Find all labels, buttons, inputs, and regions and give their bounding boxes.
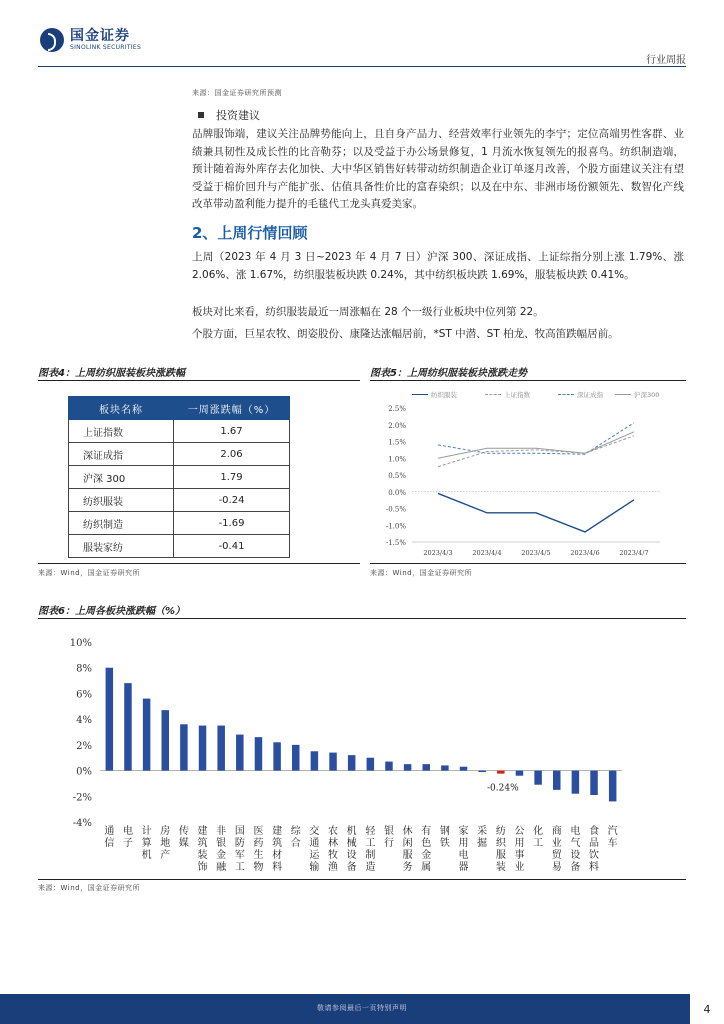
bar [423, 764, 431, 770]
category-label: 务 [402, 862, 413, 873]
category-label: 工 [234, 862, 245, 873]
row-name: 沪深 300 [69, 466, 174, 489]
x-tick-label: 2023/4/5 [521, 549, 551, 557]
bar [143, 699, 151, 771]
page-number: 4 [690, 994, 724, 1024]
fig4-table [68, 396, 290, 558]
category-label: 制 [365, 850, 376, 861]
data-label: -0.24% [487, 783, 519, 794]
row-value: -0.41 [174, 535, 290, 558]
category-label: 国 [234, 826, 245, 837]
category-label: 综 [290, 826, 301, 837]
bar [217, 726, 225, 771]
row-value: 2.06 [174, 443, 290, 466]
row-value: 1.79 [174, 466, 290, 489]
y-tick-label: 0.0% [388, 488, 406, 497]
bar [460, 767, 468, 771]
bar [124, 683, 132, 770]
category-label: 易 [551, 862, 562, 873]
row-name: 服装家纺 [69, 535, 174, 558]
fig4-source: 来源：Wind，国金证券研究所 [38, 569, 141, 577]
table-row [69, 466, 290, 489]
table-row [69, 489, 290, 512]
market-paragraph-3: 个股方面，巨星农牧、朗姿股份、康隆达涨幅居前，*ST 中潜、ST 柏龙、牧高笛跌幅居前。 [192, 328, 619, 340]
market-paragraph-1: 上周（2023 年 4 月 3 日~2023 年 4 月 7 日）沪深 300、深证成指、上证综指分别上涨 1.79%、涨 2.06%、涨 1.67%，纺织服装板块跌 0.24%，其中纺织板块跌 1.69%，服装板块跌 0.41%。 [192, 251, 684, 281]
category-label: 轻 [365, 826, 376, 837]
category-label: 林 [328, 838, 339, 849]
footer-disclaimer[interactable]: 敬请参阅最后一页特别声明 [317, 1004, 407, 1012]
bar [255, 737, 263, 770]
category-label: 备 [570, 862, 581, 873]
y-tick-label: 10% [69, 638, 92, 649]
category-label: 设 [570, 850, 581, 861]
invest-paragraph: 品牌服饰端，建议关注品牌势能向上，且自身产品力、经营效率行业领先的李宁；定位高端男性客群、业绩兼具韧性及成长性的比音勒芬；以及受益于办公场景修复，1 月流水恢复领先的报喜鸟。纺织制造端，预计随着海外库存去化加快、大中华区销售好转带动纺织制造企业订单逐月改善，个股方面建议关注有望受益于棉价回升与产能扩张、估值具备性价比的富春染织；以及在中东、非洲市场份额领先、数智化产线改革带动盈利能力提升的毛毯代工龙头真爱美家。 [192, 128, 684, 210]
category-label: 气 [570, 838, 581, 849]
category-label: 农 [328, 826, 339, 837]
category-label: 器 [458, 862, 469, 873]
category-label: 铁 [439, 838, 450, 849]
category-label: 设 [346, 850, 357, 861]
category-label: 机 [346, 826, 357, 837]
category-label: 用 [514, 838, 525, 849]
bar [106, 668, 114, 771]
report-type: 行业周报 [646, 55, 686, 66]
category-label: 通 [104, 826, 115, 837]
bar [497, 771, 505, 774]
row-value: 1.67 [174, 420, 290, 443]
legend-swatch [615, 394, 631, 395]
category-label: 工 [533, 838, 544, 849]
table-header-row [69, 397, 290, 420]
bar [367, 758, 375, 771]
category-label: 有 [421, 826, 432, 837]
header-divider [38, 66, 686, 67]
category-label: 掘 [477, 838, 488, 849]
fig6-source: 来源：Wind，国金证券研究所 [38, 884, 141, 892]
category-label: 交 [309, 826, 320, 837]
fig5-source: 来源：Wind，国金证券研究所 [370, 569, 473, 577]
bar [572, 771, 580, 794]
category-label: 筑 [272, 838, 283, 849]
category-label: 子 [122, 838, 133, 849]
x-tick-label: 2023/4/4 [472, 549, 502, 557]
row-value: -1.69 [174, 512, 290, 535]
category-label: 金 [216, 850, 227, 861]
category-label: 工 [365, 838, 376, 849]
category-label: 非 [216, 826, 227, 837]
bar [590, 771, 598, 795]
category-label: 料 [272, 862, 283, 873]
table-row [69, 512, 290, 535]
bar [385, 762, 393, 771]
y-tick-label: -2% [72, 792, 92, 804]
table-row [69, 420, 290, 443]
category-label: 料 [589, 862, 600, 873]
row-name: 上证指数 [69, 420, 174, 443]
category-label: 算 [141, 838, 152, 849]
category-label: 业 [551, 838, 562, 849]
category-label: 计 [141, 826, 152, 837]
category-label: 备 [346, 862, 357, 873]
bar [292, 745, 300, 771]
bullet-square-icon [198, 112, 204, 118]
category-label: 装 [495, 862, 506, 873]
series-line [438, 493, 634, 532]
legend-label: 纺织服装 [431, 391, 457, 399]
bar [441, 765, 449, 770]
category-label: 电 [458, 850, 469, 861]
category-label: 医 [253, 826, 264, 837]
category-label: 车 [607, 838, 618, 849]
bar [609, 771, 617, 802]
category-label: 通 [309, 838, 320, 849]
bar [516, 771, 524, 776]
y-tick-label: 0.5% [388, 472, 406, 480]
row-name: 纺织服装 [69, 489, 174, 512]
legend-label: 上证指数 [504, 391, 530, 399]
category-label: 饰 [197, 862, 208, 873]
y-tick-label: 2% [76, 740, 92, 752]
bar [180, 724, 188, 770]
fig5-legend [412, 390, 659, 399]
x-tick-label: 2023/4/6 [570, 549, 600, 557]
row-name: 纺织制造 [69, 512, 174, 535]
legend-swatch [558, 394, 574, 395]
y-tick-label: 1.5% [388, 438, 406, 447]
market-paragraph-2: 板块对比来看，纺织服装最近一周涨幅在 28 个一级行业板块中位列第 22。 [192, 306, 544, 318]
category-label: 家 [458, 826, 469, 837]
category-label: 休 [402, 826, 413, 837]
category-label: 装 [197, 850, 208, 861]
category-label: 电 [122, 826, 133, 837]
category-label: 业 [514, 862, 525, 873]
category-label: 材 [272, 850, 283, 861]
category-label: 地 [160, 838, 171, 849]
table-header-change: 一周涨跌幅（%） [174, 397, 290, 420]
y-tick-label: -1.5% [385, 539, 406, 547]
category-label: 钢 [439, 826, 450, 837]
category-label: 品 [589, 838, 600, 849]
logo-cn-text: 国金证券 [70, 28, 130, 44]
category-label: 信 [104, 838, 115, 849]
bar [273, 742, 281, 770]
legend-label: 深证成指 [577, 391, 603, 399]
category-label: 食 [589, 826, 600, 837]
fig5-bottom-rule [370, 563, 686, 564]
category-label: 贸 [551, 850, 562, 861]
category-label: 织 [495, 838, 506, 849]
category-label: 产 [160, 850, 171, 861]
fig4-bottom-rule [38, 563, 360, 564]
category-label: 传 [178, 826, 189, 837]
legend-swatch [412, 394, 428, 395]
category-label: 汽 [607, 826, 618, 837]
category-label: 采 [477, 826, 488, 837]
y-tick-label: -0.5% [385, 505, 406, 514]
category-label: 服 [402, 850, 413, 861]
fig6-rule [38, 618, 686, 619]
y-tick-label: 6% [76, 689, 92, 701]
category-label: 属 [421, 862, 432, 873]
fig5-rule [370, 380, 686, 381]
y-tick-label: 4% [76, 715, 92, 727]
category-label: 房 [160, 826, 171, 837]
category-label: 饮 [589, 850, 600, 861]
category-label: 建 [197, 826, 208, 837]
row-value: -0.24 [174, 489, 290, 512]
bar [311, 751, 319, 770]
category-label: 造 [365, 862, 376, 873]
bar [553, 771, 561, 790]
category-label: 运 [309, 850, 320, 861]
table-row [69, 535, 290, 558]
fig5-line-chart [370, 400, 686, 562]
category-label: 用 [458, 838, 469, 849]
logo-en-text: SINOLINK SECURITIES [70, 44, 142, 51]
bar [236, 735, 244, 771]
category-label: 合 [290, 838, 301, 849]
fig6-title: 图表6：上周各板块涨跌幅（%） [38, 606, 185, 617]
category-label: 机 [141, 850, 152, 861]
category-label: 事 [514, 850, 525, 861]
top-source: 来源：国金证券研究所预测 [192, 89, 282, 97]
section-title: 2、上周行情回顾 [192, 224, 308, 242]
row-name: 深证成指 [69, 443, 174, 466]
bar [478, 771, 486, 773]
bar [199, 726, 207, 771]
category-label: 闲 [402, 838, 413, 849]
category-label: 银 [383, 826, 394, 837]
category-label: 物 [253, 862, 264, 873]
invest-heading-text: 投资建议 [216, 109, 260, 122]
y-tick-label: -1.0% [385, 522, 406, 531]
legend-swatch [485, 394, 501, 395]
fig5-title: 图表5：上周纺织服装板块涨跌走势 [370, 368, 527, 379]
category-label: 防 [234, 838, 245, 849]
logo-icon [40, 28, 64, 52]
fig4-rule [38, 380, 360, 381]
legend-label: 沪深300 [634, 391, 660, 399]
category-label: 色 [421, 838, 432, 849]
category-label: 金 [421, 850, 432, 861]
category-label: 媒 [178, 838, 189, 849]
category-label: 渔 [328, 862, 339, 873]
x-tick-label: 2023/4/3 [423, 549, 453, 557]
y-tick-label: -4% [72, 818, 92, 829]
category-label: 药 [253, 838, 264, 849]
category-label: 建 [272, 826, 283, 837]
category-label: 军 [234, 850, 245, 861]
category-label: 生 [253, 850, 264, 861]
series-line [438, 436, 634, 467]
category-label: 电 [570, 826, 581, 837]
bar [404, 764, 412, 770]
y-tick-label: 1.0% [388, 455, 406, 464]
category-label: 商 [551, 826, 562, 837]
category-label: 筑 [197, 838, 208, 849]
fig4-title: 图表4：上周纺织服装板块涨跌幅 [38, 368, 185, 379]
y-tick-label: 2.5% [388, 405, 406, 413]
category-label: 牧 [328, 850, 339, 861]
invest-heading [198, 107, 260, 123]
bar [329, 753, 337, 771]
category-label: 银 [216, 838, 227, 849]
fig6-bottom-rule [38, 879, 686, 880]
y-tick-label: 0% [76, 766, 92, 778]
bar [534, 771, 542, 785]
bar [162, 710, 170, 770]
company-logo [40, 28, 141, 52]
category-label: 化 [533, 826, 544, 837]
bar [348, 755, 356, 770]
category-label: 械 [346, 838, 357, 849]
category-label: 输 [309, 862, 320, 873]
category-label: 融 [216, 862, 227, 873]
category-label: 服 [495, 850, 506, 861]
table-header-name: 板块名称 [69, 397, 174, 420]
x-tick-label: 2023/4/7 [619, 549, 649, 557]
category-label: 公 [514, 826, 525, 837]
y-tick-label: 2.0% [388, 421, 406, 430]
series-line [438, 432, 634, 458]
category-label: 纺 [495, 826, 506, 837]
table-row [69, 443, 290, 466]
fig6-bar-chart [38, 624, 686, 878]
y-tick-label: 8% [76, 663, 92, 675]
category-label: 行 [383, 838, 394, 849]
